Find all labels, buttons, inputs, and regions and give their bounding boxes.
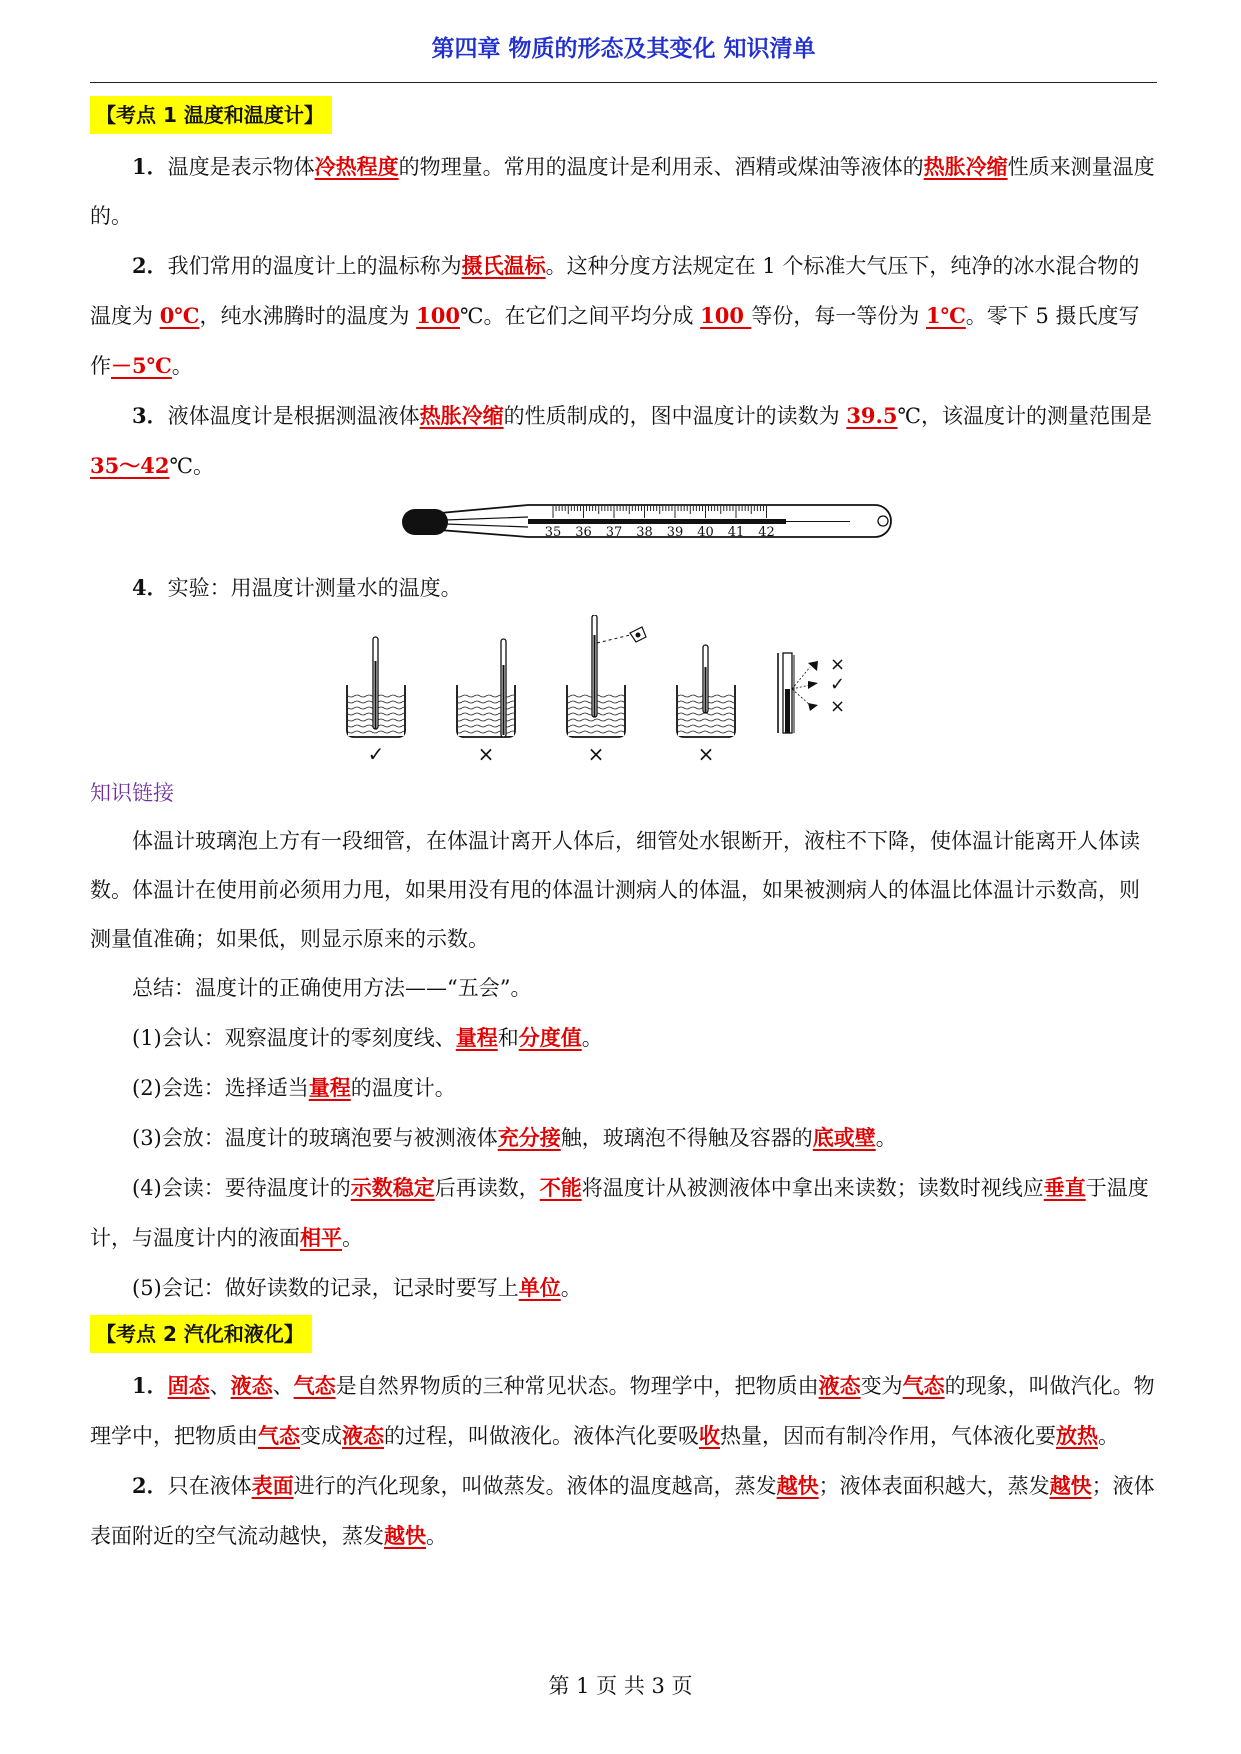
key-answer: 35～42 <box>90 453 170 478</box>
key-answer: 液态 <box>230 1373 273 1398</box>
key-answer: 100 <box>416 303 460 328</box>
text: (2)会选：选择适当 <box>132 1076 309 1100</box>
page-footer: 第 1 页 共 3 页 <box>548 1674 693 1698</box>
text: 实验：用温度计测量水的温度。 <box>167 576 462 600</box>
text: 后再读数， <box>434 1176 540 1200</box>
key-answer: 液态 <box>342 1423 384 1448</box>
key-answer: 表面 <box>251 1473 294 1498</box>
thermometer-capillary <box>445 524 528 527</box>
text: ℃，该温度计的测量范围是 <box>897 404 1152 428</box>
summary-line: 总结：温度计的正确使用方法——“五会”。 <box>132 976 532 1000</box>
summary-item-2 <box>90 1063 1157 1113</box>
key-answer: 气态 <box>258 1423 300 1448</box>
text: 、 <box>272 1374 294 1398</box>
text: 等份，每一等份为 <box>751 304 927 328</box>
reading-eye-diagram <box>778 653 818 733</box>
text: 。这种分度方法规定在 1 个标准大气压下，纯净的冰水混合物的温度为 <box>90 254 1140 328</box>
thermometer-end-ring <box>878 516 888 526</box>
text: 。 <box>1098 1424 1119 1448</box>
key-answer: 越快 <box>384 1523 426 1548</box>
beakers-figure <box>90 615 1157 765</box>
section-tag-1: 【考点 1 温度和温度计】 <box>90 96 332 134</box>
key-answer: 100 <box>700 303 752 328</box>
text: (1)会认：观察温度计的零刻度线、 <box>132 1026 456 1050</box>
section2-paragraph-2 <box>90 1461 1157 1561</box>
text: 将温度计从被测液体中拿出来读数；读数时视线应 <box>581 1176 1044 1200</box>
key-answer: 示数稳定 <box>350 1175 435 1200</box>
key-answer: 热胀冷缩 <box>923 154 1008 179</box>
text: 变为 <box>860 1374 903 1398</box>
page-header-title: 第四章 物质的形态及其变化 知识清单 <box>431 36 816 62</box>
text: ，纯水沸腾时的温度为 <box>199 304 417 328</box>
text: 热量，因而有制冷作用，气体液化要 <box>720 1424 1056 1448</box>
text: 。 <box>171 354 193 378</box>
thermometer-figure <box>90 493 1157 553</box>
text: 变成 <box>300 1424 342 1448</box>
text: 进行的汽化现象，叫做蒸发。液体的温度越高，蒸发 <box>293 1474 777 1498</box>
paragraph-2 <box>90 241 1157 391</box>
key-answer: 相平 <box>300 1225 342 1250</box>
paragraph-1 <box>90 142 1157 241</box>
key-answer: 底或壁 <box>812 1125 876 1150</box>
section2-paragraph-1 <box>90 1361 1157 1461</box>
text: 。 <box>426 1524 447 1548</box>
text: 于温度计，与温度计内的液面 <box>90 1176 1149 1250</box>
key-answer: 冷热程度 <box>314 154 399 179</box>
key-answer: 不能 <box>539 1175 582 1200</box>
mercury-column <box>528 519 786 524</box>
key-answer: 气态 <box>293 1373 336 1398</box>
text: ；液体表面积越大，蒸发 <box>818 1474 1050 1498</box>
summary-item-4 <box>90 1163 1157 1263</box>
key-answer: 越快 <box>1049 1473 1092 1498</box>
thermometer-capillary <box>445 517 528 520</box>
text: (4)会读：要待温度计的 <box>132 1176 351 1200</box>
header-divider <box>90 82 1157 83</box>
item-number: 2． <box>132 1473 168 1498</box>
item-number: 2． <box>132 253 168 278</box>
text: 是自然界物质的三种常见状态。物理学中，把物质由 <box>335 1374 819 1398</box>
key-answer: －5℃ <box>111 353 172 378</box>
text: 的性质制成的，图中温度计的读数为 <box>503 404 847 428</box>
scale-label: 41 <box>727 525 745 540</box>
text: 的温度计。 <box>350 1076 456 1100</box>
key-answer: 0℃ <box>159 303 200 328</box>
knowledge-link-title: 知识链接 <box>90 781 174 805</box>
key-answer: 气态 <box>902 1373 945 1398</box>
text: 温度是表示物体 <box>167 155 315 179</box>
key-answer: 越快 <box>776 1473 819 1498</box>
text: (3)会放：温度计的玻璃泡要与被测液体 <box>132 1126 498 1150</box>
key-answer: 液态 <box>818 1373 861 1398</box>
text: 的物理量。常用的温度计是利用汞、酒精或煤油等液体的 <box>398 155 924 179</box>
eye-mark-top: × <box>830 654 846 675</box>
paragraph-3 <box>90 391 1157 491</box>
key-answer: 量程 <box>308 1075 351 1100</box>
key-answer: 分度值 <box>518 1025 582 1050</box>
beaker-3-mark: × <box>587 742 605 765</box>
beaker-2 <box>457 639 515 737</box>
text: 、 <box>209 1374 231 1398</box>
scale-label: 42 <box>758 525 775 540</box>
text: 我们常用的温度计上的温标称为 <box>167 254 462 278</box>
text: 。 <box>342 1226 363 1250</box>
key-answer: 热胀冷缩 <box>419 403 504 428</box>
knowledge-link-paragraph: 体温计玻璃泡上方有一段细管，在体温计离开人体后，细管处水银断开，液柱不下降，使体温计能离开人体读数。体温计在使用前必须用力甩，如果用没有甩的体温计测病人的体温，如果被测病人的体温比体温计示数高，则测量值准确；如果低，则显示原来的示数。 <box>90 829 1140 951</box>
key-answer: 单位 <box>518 1275 561 1300</box>
item-number: 1． <box>132 154 168 179</box>
key-answer: 放热 <box>1056 1423 1098 1448</box>
text: ℃。 <box>169 454 214 478</box>
scale-label: 38 <box>636 525 653 540</box>
key-answer: 收 <box>699 1423 720 1448</box>
text: ；液体表面附近的空气流动越快，蒸发 <box>90 1474 1155 1548</box>
paragraph-4 <box>90 563 1157 613</box>
beakers-illustration <box>90 615 1157 765</box>
text: 。零下 5 摄氏度写作 <box>90 304 1140 378</box>
thermometer-illustration <box>90 493 1157 553</box>
key-answer: 量程 <box>455 1025 498 1050</box>
scale-label: 37 <box>605 525 623 540</box>
scale-label: 35 <box>544 525 562 540</box>
text: 液体温度计是根据测温液体 <box>167 404 420 428</box>
eye-mark-bottom: × <box>830 696 846 717</box>
scale-label: 39 <box>666 525 684 540</box>
key-answer: 摄氏温标 <box>461 253 546 278</box>
beaker-2-mark: × <box>477 742 495 765</box>
beaker-1 <box>347 637 405 737</box>
section-tag-2: 【考点 2 汽化和液化】 <box>90 1315 312 1353</box>
beaker-1-mark: ✓ <box>367 742 385 765</box>
scale-label: 40 <box>697 525 714 540</box>
text: (5)会记：做好读数的记录，记录时要写上 <box>132 1276 519 1300</box>
text: 性质来测量温度的。 <box>90 155 1155 228</box>
key-answer: 充分接 <box>497 1125 561 1150</box>
summary-item-1 <box>90 1013 1157 1063</box>
beaker-3 <box>567 615 646 737</box>
item-number: 3． <box>132 403 168 428</box>
key-answer: 垂直 <box>1043 1175 1086 1200</box>
scale-label: 36 <box>575 525 592 540</box>
thermometer-scale <box>553 506 767 518</box>
beaker-4-mark: × <box>697 742 715 765</box>
text: 。 <box>875 1126 897 1150</box>
text: 只在液体 <box>167 1474 252 1498</box>
text: 的现象，叫做汽化。物理学中，把物质由 <box>90 1374 1155 1448</box>
item-number: 1． <box>132 1373 168 1398</box>
key-answer: 1℃ <box>926 303 966 328</box>
eye-mark-middle: ✓ <box>830 674 846 695</box>
item-number: 4． <box>132 575 168 600</box>
text: 的过程，叫做液化。液体汽化要吸 <box>384 1424 699 1448</box>
summary-item-5 <box>90 1263 1157 1313</box>
beaker-4 <box>677 645 735 737</box>
document-body <box>90 96 1157 1561</box>
key-answer: 固态 <box>167 1373 210 1398</box>
key-answer: 39.5 <box>846 403 898 428</box>
text: 。 <box>581 1026 603 1050</box>
text: ℃。在它们之间平均分成 <box>460 304 701 328</box>
summary-item-3 <box>90 1113 1157 1163</box>
text: 和 <box>497 1026 519 1050</box>
text: 。 <box>560 1276 582 1300</box>
text: 触，玻璃泡不得触及容器的 <box>560 1126 813 1150</box>
